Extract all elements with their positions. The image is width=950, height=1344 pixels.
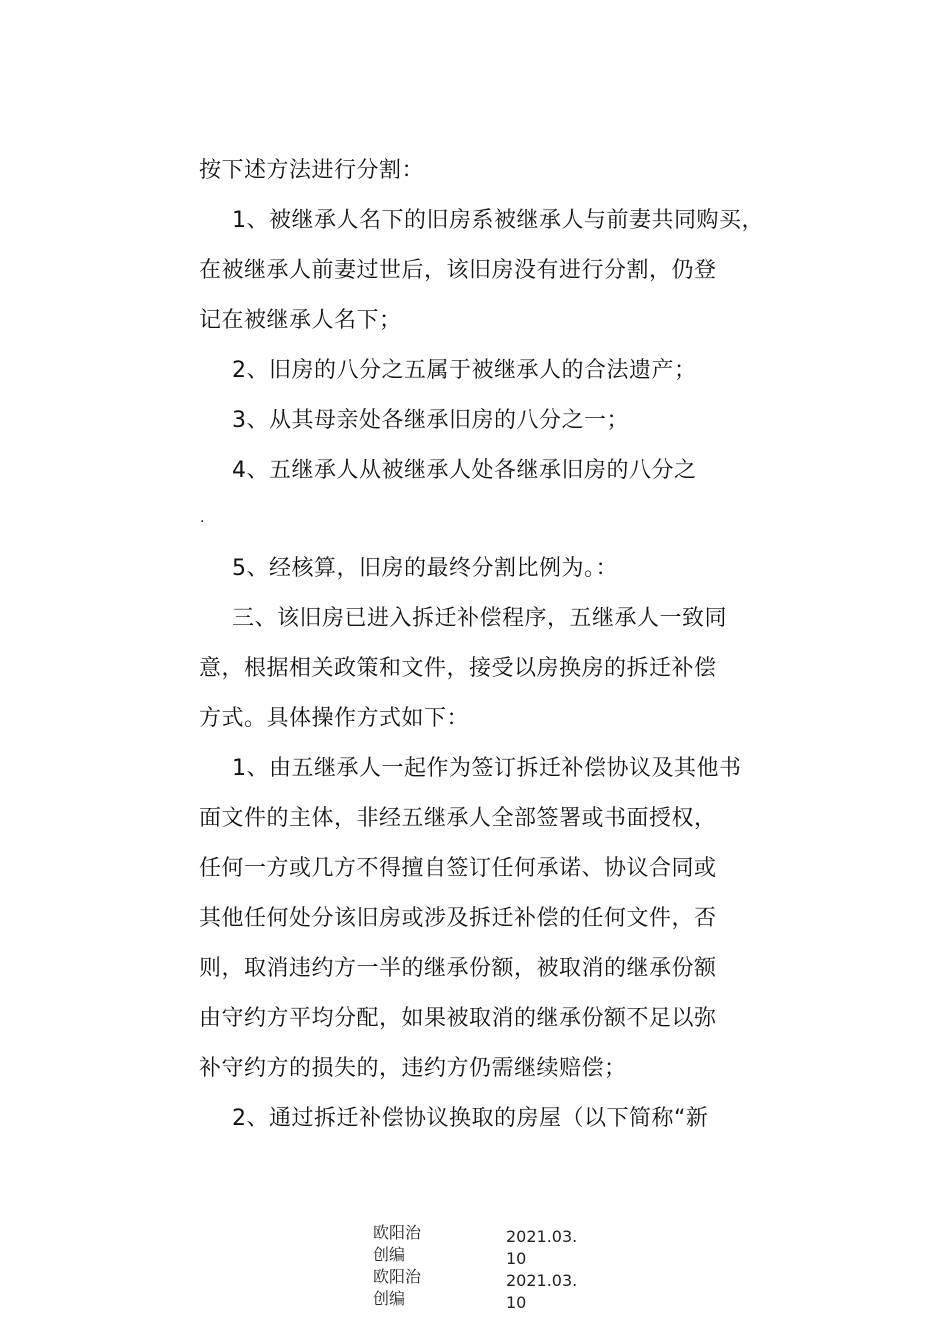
body-line: 三、该旧房已进入拆迁补偿程序，五继承人一致同: [232, 606, 728, 631]
body-line: 5、经核算，旧房的最终分割比例为。：: [232, 556, 618, 581]
body-line: 在被继承人前妻过世后，该旧房没有进行分割，仍登: [199, 258, 717, 283]
stray-mark: .: [200, 510, 205, 526]
footer-author: [373, 1222, 421, 1310]
body-line: 1、由五继承人一起作为签订拆迁补偿协议及其他书: [232, 756, 742, 781]
body-line: 由守约方平均分配，如果被取消的继承份额不足以弥: [199, 1006, 717, 1031]
body-line: 面文件的主体，非经五继承人全部签署或书面授权，: [199, 806, 717, 831]
body-line: 则，取消违约方一半的继承份额，被取消的继承份额: [199, 956, 717, 981]
body-line: 按下述方法进行分割：: [199, 158, 425, 183]
body-line: 4、五继承人从被继承人处各继承旧房的八分之: [232, 458, 697, 483]
body-line: 1、被继承人名下的旧房系被继承人与前妻共同购买，: [232, 208, 764, 233]
footer-author-2: 欧阳治创编: [373, 1267, 422, 1308]
body-line: 意，根据相关政策和文件，接受以房换房的拆迁补偿: [199, 656, 717, 681]
footer-date: [506, 1226, 586, 1314]
body-line: 方式。具体操作方式如下：: [199, 706, 470, 731]
body-line: 2、旧房的八分之五属于被继承人的合法遗产；: [232, 358, 697, 383]
body-line: 3、从其母亲处各继承旧房的八分之一；: [232, 408, 629, 433]
body-line: 其他任何处分该旧房或涉及拆迁补偿的任何文件，否: [199, 906, 717, 931]
footer-author-1: 欧阳治创编: [373, 1223, 422, 1264]
body-line: 补守约方的损失的，违约方仍需继续赔偿；: [199, 1056, 627, 1081]
body-line: 2、通过拆迁补偿协议换取的房屋（以下简称“新: [232, 1106, 709, 1131]
footer-date-1: 2021.03.10: [506, 1227, 578, 1268]
footer-date-2: 2021.03.10: [506, 1271, 578, 1312]
body-line: 任何一方或几方不得擅自签订任何承诺、协议合同或: [199, 856, 717, 881]
body-line: 记在被继承人名下；: [199, 308, 402, 333]
